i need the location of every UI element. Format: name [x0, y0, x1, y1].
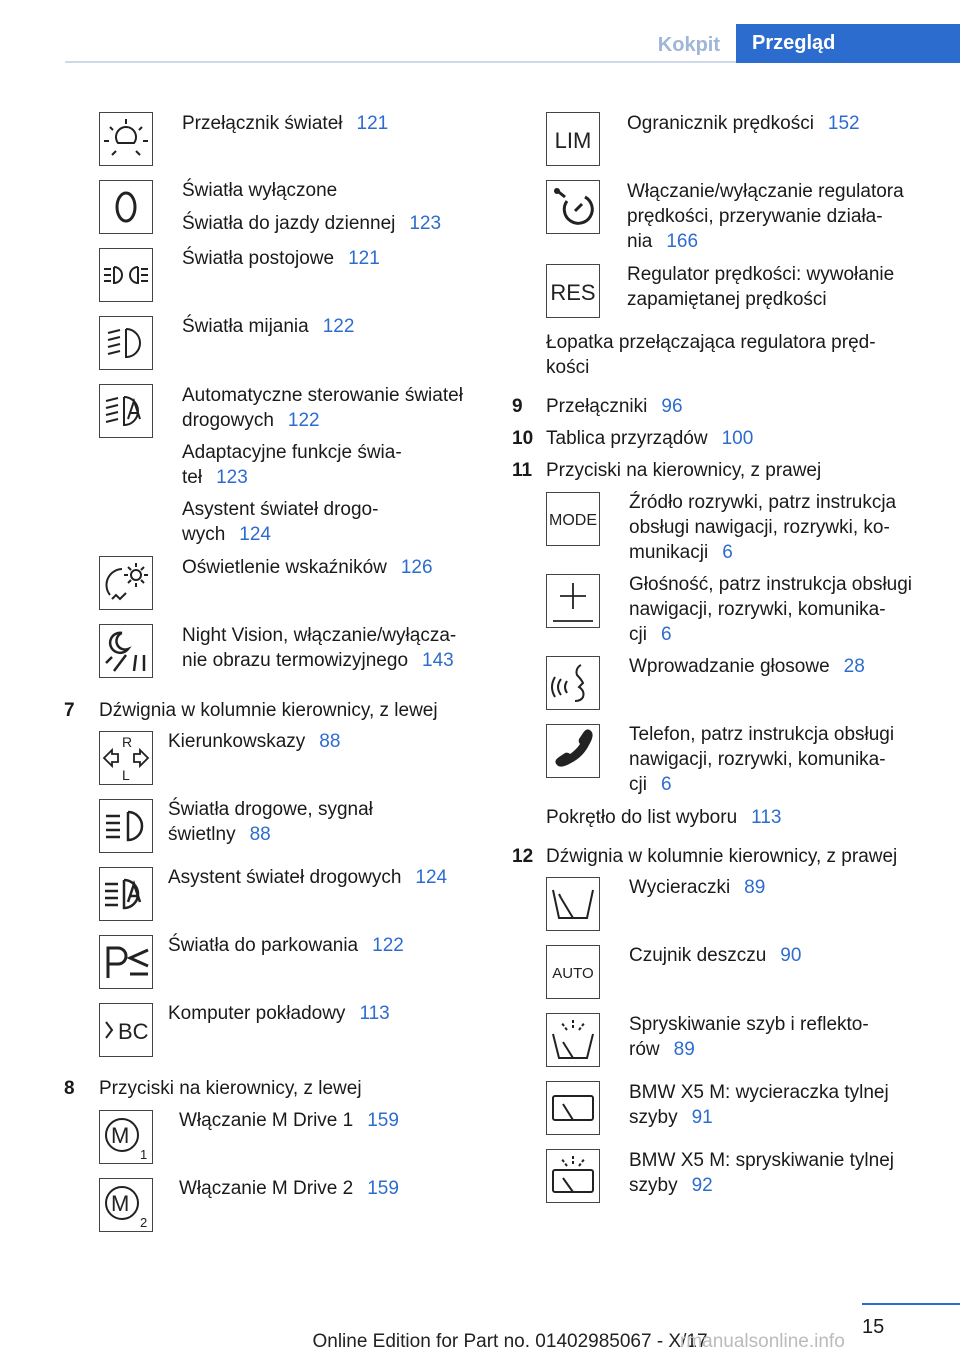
night-vision-icon — [99, 624, 153, 678]
rain-sensor-icon — [546, 945, 600, 999]
item-cruise-1: Włączanie/wyłączanie regulatora — [627, 181, 904, 202]
page-link[interactable]: 6 — [660, 624, 672, 645]
item-phone-2: nawigacji, rozrywki, komunika- — [629, 749, 886, 770]
item-adaptive-2: teł 123 — [182, 467, 248, 488]
page-link[interactable]: 91 — [691, 1107, 713, 1128]
item-volume-3: cji 6 — [629, 624, 672, 645]
item-light-switch: Przełącznik świateł 121 — [182, 113, 389, 134]
low-beam-icon — [99, 316, 153, 370]
item-cruise-paddle-2: kości — [546, 357, 590, 378]
page-link[interactable]: 6 — [660, 774, 672, 795]
washer-icon — [546, 1013, 600, 1067]
page-link[interactable]: 122 — [287, 410, 320, 431]
section-title: Przełączniki 96 — [546, 396, 683, 417]
footer-divider — [862, 1303, 960, 1305]
item-high-beam-1: Światła drogowe, sygnał — [168, 799, 373, 820]
page-link[interactable]: 100 — [721, 428, 754, 449]
item-rear-washer-1: BMW X5 M: spryskiwanie tylnej — [629, 1150, 895, 1171]
item-washer-1: Spryskiwanie szyb i reflekto- — [629, 1014, 869, 1035]
item-mode-2: obsługi nawigacji, rozrywki, ko- — [629, 517, 890, 538]
tab-kokpit[interactable]: Kokpit — [657, 34, 720, 56]
item-volume-1: Głośność, patrz instrukcja obsługi — [629, 574, 913, 595]
item-rear-washer-2: szyby 92 — [629, 1175, 713, 1196]
lim-icon — [546, 112, 600, 166]
page-link[interactable]: 152 — [827, 113, 860, 134]
svg-text:RES: RES — [550, 280, 596, 305]
item-washer-2: rów 89 — [629, 1039, 695, 1060]
section-number: 8 — [64, 1078, 75, 1099]
page-link[interactable]: 28 — [843, 656, 865, 677]
page-link[interactable]: 88 — [319, 731, 341, 752]
item-phone-3: cji 6 — [629, 774, 672, 795]
item-turn-signal: Kierunkowskazy 88 — [168, 731, 341, 752]
item-assistant-2: wych 124 — [182, 524, 271, 545]
item-rear-wiper-1: BMW X5 M: wycieraczka tylnej — [629, 1082, 889, 1103]
svg-text:M: M — [111, 1191, 130, 1216]
item-cruise-2: prędkości, przerywanie działa- — [627, 206, 883, 227]
page-link[interactable]: 124 — [415, 867, 448, 888]
item-board-computer: Komputer pokładowy 113 — [168, 1003, 390, 1024]
page-number: 15 — [862, 1316, 885, 1338]
page-link[interactable]: 89 — [673, 1039, 695, 1060]
item-parking-light: Światła do parkowania 122 — [168, 935, 404, 956]
item-high-beam-2: świetlny 88 — [168, 824, 271, 845]
section-title: Przyciski na kierownicy, z lewej — [99, 1078, 362, 1099]
section-title: Dźwignia w kolumnie kierownicy, z lewej — [99, 700, 438, 721]
item-speed-limiter: Ogranicznik prędkości 152 — [627, 113, 860, 134]
light-switch-icon — [99, 112, 153, 166]
svg-text:L: L — [122, 767, 130, 783]
page-link[interactable]: 89 — [744, 877, 766, 898]
section-number: 10 — [512, 428, 534, 449]
item-low-beam: Światła mijania 122 — [182, 316, 355, 337]
svg-text:BC: BC — [118, 1019, 149, 1044]
item-high-beam-assist: Asystent świateł drogowych 124 — [168, 867, 448, 888]
item-wipers: Wycieraczki 89 — [629, 877, 766, 898]
item-adaptive-1: Adaptacyjne funkcje świa- — [182, 442, 402, 463]
page-link[interactable]: 90 — [780, 945, 802, 966]
item-rain-sensor: Czujnik deszczu 90 — [629, 945, 802, 966]
phone-icon — [546, 724, 600, 778]
wiper-icon — [546, 877, 600, 931]
page-link[interactable]: 96 — [661, 396, 683, 417]
board-computer-icon — [99, 1003, 153, 1057]
instrument-lighting-icon — [99, 556, 153, 610]
svg-text:MODE: MODE — [549, 512, 597, 529]
item-mode-3: munikacji 6 — [629, 542, 733, 563]
voice-input-icon — [546, 656, 600, 710]
item-auto-headlight-1: Automatyczne sterowanie świateł — [182, 385, 463, 406]
section-title: Przyciski na kierownicy, z prawej — [546, 460, 822, 481]
footer-edition: Online Edition for Part no. 01402985067 - X/17 — [312, 1331, 708, 1352]
item-instrument-lighting: Oświetlenie wskaźników 126 — [182, 557, 433, 578]
section-number: 11 — [512, 460, 533, 481]
auto-headlight-icon — [99, 384, 153, 438]
item-assistant-1: Asystent świateł drogo- — [182, 499, 379, 520]
page-link[interactable]: 88 — [249, 824, 271, 845]
item-voice-input: Wprowadzanie głosowe 28 — [629, 656, 865, 677]
item-selection-wheel: Pokrętło do list wyboru 113 — [546, 807, 782, 828]
item-m-drive-2: Włączanie M Drive 2 159 — [179, 1178, 399, 1199]
page-link[interactable]: 123 — [409, 213, 442, 234]
section-number: 12 — [512, 846, 534, 867]
rear-washer-icon — [546, 1149, 600, 1203]
item-volume-2: nawigacji, rozrywki, komunika- — [629, 599, 886, 620]
parking-light-icon — [99, 935, 153, 989]
m-drive-1-icon — [99, 1110, 153, 1164]
section-title: Tablica przyrządów 100 — [546, 428, 754, 449]
item-phone-1: Telefon, patrz instrukcja obsługi — [629, 724, 895, 745]
item-auto-headlight-2: drogowych 122 — [182, 410, 320, 431]
zero-icon — [99, 180, 153, 234]
item-mode-1: Źródło rozrywki, patrz instrukcja — [629, 492, 897, 513]
item-daytime-lights: Światła do jazdy dziennej 123 — [182, 213, 442, 234]
svg-text:R: R — [122, 734, 133, 750]
section-number: 9 — [512, 396, 523, 417]
page-link[interactable]: 123 — [216, 467, 248, 488]
watermark: rmanualsonline.info — [680, 1331, 845, 1352]
svg-text:AUTO: AUTO — [552, 965, 594, 982]
page-link[interactable]: 159 — [367, 1178, 399, 1199]
rear-wiper-icon — [546, 1081, 600, 1135]
high-beam-assist-icon — [99, 867, 153, 921]
item-cruise-3: nia 166 — [627, 231, 699, 252]
item-rear-wiper-2: szyby 91 — [629, 1107, 713, 1128]
page-link[interactable]: 121 — [356, 113, 389, 134]
parking-lights-icon — [99, 248, 153, 302]
page-link[interactable]: 122 — [372, 935, 404, 956]
high-beam-icon — [99, 799, 153, 853]
page-link[interactable]: 166 — [666, 231, 699, 252]
item-m-drive-1: Włączanie M Drive 1 159 — [179, 1110, 399, 1131]
mode-icon — [546, 492, 600, 546]
page-link[interactable]: 124 — [239, 524, 271, 545]
page-link[interactable]: 143 — [422, 650, 454, 671]
svg-text:M: M — [111, 1123, 130, 1148]
res-icon — [546, 264, 600, 318]
tab-przeglad[interactable]: Przegląd — [736, 24, 960, 63]
item-night-vision-2: nie obrazu termowizyjnego 143 — [182, 650, 454, 671]
cruise-control-icon — [546, 180, 600, 234]
page-link[interactable]: 92 — [691, 1175, 713, 1196]
page-link[interactable]: 122 — [322, 316, 355, 337]
item-resume-2: zapamiętanej prędkości — [627, 289, 827, 310]
item-resume-1: Regulator prędkości: wywołanie — [627, 264, 895, 285]
item-night-vision-1: Night Vision, włączanie/wyłącza- — [182, 625, 457, 646]
page-link[interactable]: 159 — [367, 1110, 399, 1131]
section-number: 7 — [64, 700, 75, 721]
item-parking-lights: Światła postojowe 121 — [182, 248, 380, 269]
page-link[interactable]: 113 — [751, 807, 782, 828]
svg-text:2: 2 — [140, 1215, 148, 1230]
page-link[interactable]: 121 — [348, 248, 380, 269]
volume-icon — [546, 574, 600, 628]
page-link[interactable]: 6 — [722, 542, 733, 563]
item-lights-off: Światła wyłączone — [182, 180, 338, 201]
svg-text:LIM: LIM — [554, 128, 592, 153]
page-link[interactable]: 126 — [400, 557, 433, 578]
item-cruise-paddle-1: Łopatka przełączająca regulatora pręd- — [546, 332, 876, 353]
section-title: Dźwignia w kolumnie kierownicy, z prawej — [546, 846, 898, 867]
page-link[interactable]: 113 — [359, 1003, 390, 1024]
turn-signal-icon — [99, 731, 153, 785]
m-drive-2-icon — [99, 1178, 153, 1232]
svg-text:1: 1 — [140, 1147, 148, 1162]
